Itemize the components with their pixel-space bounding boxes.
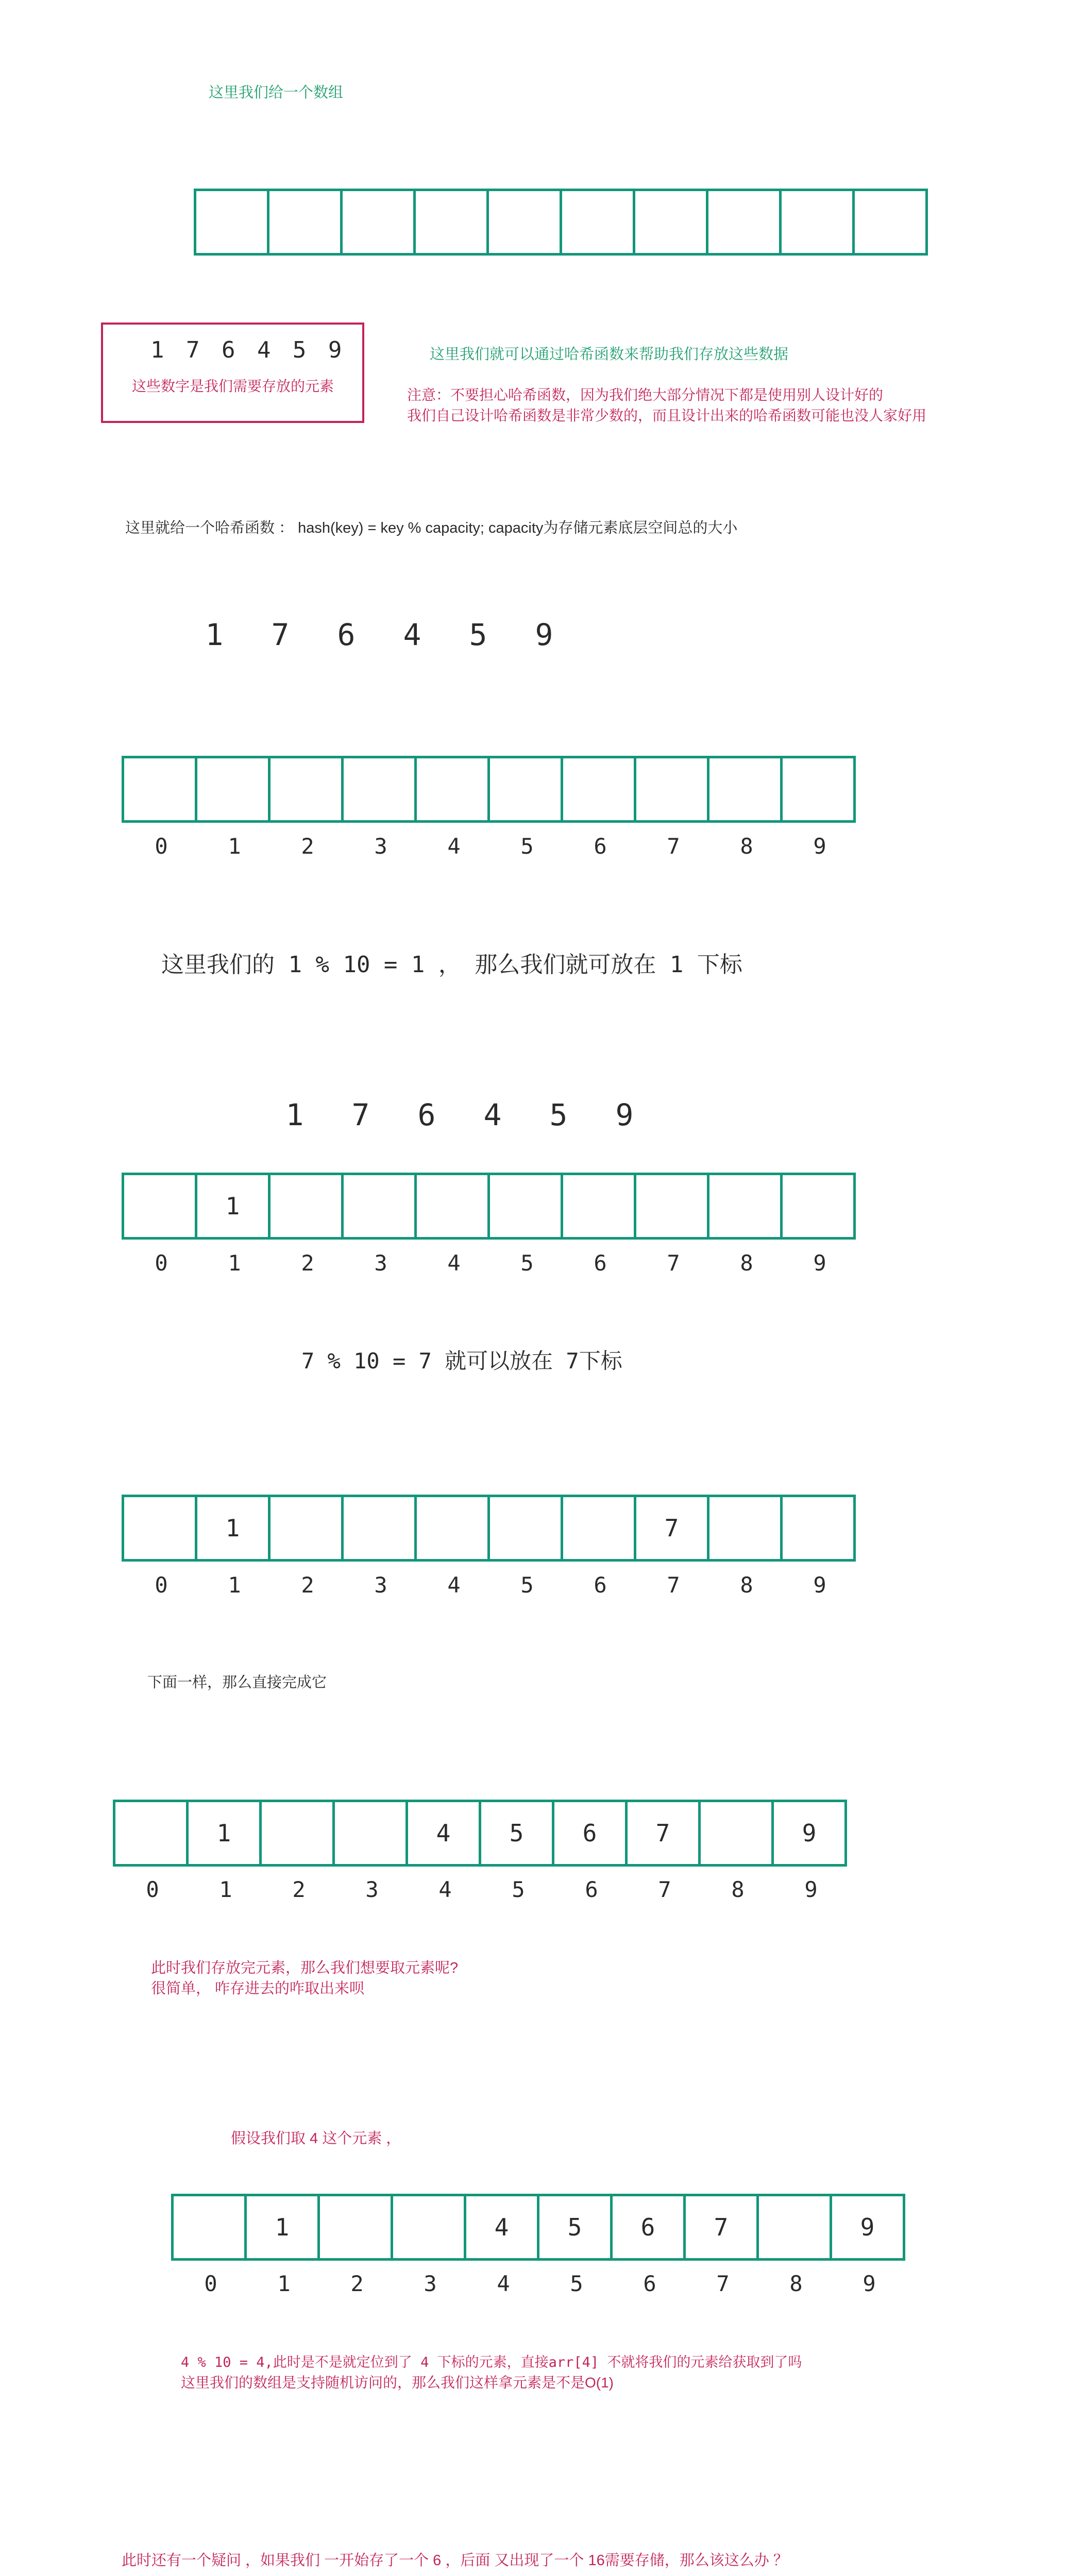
step-mod-7: 7 % 10 = 7 就可以放在 7下标: [301, 1348, 622, 1374]
array-cell: 1: [244, 2194, 320, 2261]
array-cell: [122, 756, 197, 823]
array-index-label: 6: [594, 834, 607, 859]
elements-box-numbers: 1 7 6 4 5 9: [150, 337, 346, 363]
array-cell: [414, 756, 490, 823]
array-index-label: 7: [658, 1877, 671, 1902]
elements-box-caption: 这些数字是我们需要存放的元素: [132, 378, 334, 394]
red-note-1: 注意：不要担心哈希函数，因为我们绝大部分情况下都是使用别人设计好的: [407, 387, 884, 403]
array-cell: 4: [464, 2194, 539, 2261]
array-cell: [780, 756, 856, 823]
array-cell: 4: [405, 1800, 481, 1867]
array-index-label: 4: [438, 1877, 452, 1902]
array-index-label: 4: [447, 834, 461, 859]
element-number: 7: [271, 617, 290, 652]
element-number: 9: [535, 617, 553, 652]
array-cell: [706, 189, 782, 256]
array-index-label: 2: [301, 1572, 314, 1598]
array-index-label: 3: [365, 1877, 379, 1902]
array-index-label: 8: [789, 2271, 803, 2296]
array-cell: [707, 1495, 783, 1562]
array-cell: 7: [625, 1800, 701, 1867]
array-index-label: 7: [667, 1572, 680, 1598]
index-row: [125, 1572, 856, 1598]
array-index-label: 3: [374, 1250, 387, 1276]
array-cell: 7: [634, 1495, 709, 1562]
array-after-7: [122, 1495, 853, 1562]
array-index-label: 9: [813, 834, 826, 859]
array-cell: [634, 1173, 709, 1240]
array-cell: [852, 189, 928, 256]
array-cell: 7: [683, 2194, 759, 2261]
array-empty: [122, 756, 853, 823]
array-index-label: 0: [155, 1572, 168, 1598]
array-cell: 6: [552, 1800, 628, 1867]
retrieve-example: 假设我们取 4 这个元素 ，: [231, 2130, 401, 2147]
array-cell: 5: [537, 2194, 613, 2261]
array-index-label: 6: [585, 1877, 598, 1902]
array-index-label: 5: [512, 1877, 525, 1902]
array-index-label: 7: [716, 2271, 730, 2296]
array-cell: [413, 189, 489, 256]
array-index-label: 5: [520, 834, 534, 859]
array-cell: [414, 1173, 490, 1240]
red-note-2: 我们自己设计哈希函数是非常少数的，而且设计出来的哈希函数可能也没人家好用: [407, 408, 927, 423]
array-cell: [341, 756, 417, 823]
array-index-label: 8: [740, 1250, 753, 1276]
retrieve-question: 此时我们存放完元素，那么我们想要取元素呢?: [151, 1960, 459, 1976]
array-cell: [756, 2194, 832, 2261]
array-index-label: 5: [520, 1572, 534, 1598]
array-index-label: 2: [350, 2271, 364, 2296]
array-cell: [317, 2194, 393, 2261]
array-index-label: 3: [374, 1572, 387, 1598]
array-cell: [171, 2194, 247, 2261]
array-cell: 6: [610, 2194, 686, 2261]
element-number: 5: [549, 1097, 568, 1132]
array-index-label: 4: [497, 2271, 510, 2296]
array-index-label: 7: [667, 1250, 680, 1276]
array-index-label: 1: [228, 1572, 241, 1598]
numbers-row: [262, 1097, 657, 1132]
array-index-label: 7: [667, 834, 680, 859]
array-index-label: 4: [447, 1572, 461, 1598]
array-cell: [391, 2194, 466, 2261]
step-complete: 下面一样，那么直接完成它: [147, 1674, 327, 1691]
array-index-label: 2: [301, 1250, 314, 1276]
array-after-1: [122, 1173, 853, 1240]
array-cell: [560, 189, 635, 256]
element-number: 1: [285, 1097, 304, 1132]
retrieve-answer: 很简单， 咋存进去的咋取出来呗: [151, 1980, 365, 1997]
array-cell: [268, 1495, 344, 1562]
array-cell: [414, 1495, 490, 1562]
array-cell: [332, 1800, 408, 1867]
array-index-label: 9: [804, 1877, 818, 1902]
green-note: 这里我们就可以通过哈希函数来帮助我们存放这些数据: [430, 346, 789, 363]
index-row: [174, 2271, 906, 2296]
array-cell: [268, 756, 344, 823]
element-number: 6: [417, 1097, 436, 1132]
array-cell: [122, 1495, 197, 1562]
array-cell: [486, 189, 562, 256]
array-cell: [780, 1495, 856, 1562]
element-number: 5: [469, 617, 487, 652]
array-cell: [194, 189, 269, 256]
array-cell: [113, 1800, 189, 1867]
array-index-label: 6: [594, 1572, 607, 1598]
element-number: 6: [337, 617, 356, 652]
index-row: [125, 834, 856, 859]
element-number: 4: [483, 1097, 502, 1132]
array-cell: [779, 189, 855, 256]
element-number: 9: [615, 1097, 634, 1132]
array-cell: [698, 1800, 774, 1867]
array-cell: [780, 1173, 856, 1240]
array-cell: [340, 189, 416, 256]
array-complete: [113, 1800, 844, 1867]
index-row: [116, 1877, 848, 1902]
index-row: [125, 1250, 856, 1276]
array-index-label: 0: [146, 1877, 159, 1902]
array-index-label: 9: [813, 1572, 826, 1598]
array-index-label: 2: [292, 1877, 306, 1902]
array-cell: [267, 189, 343, 256]
array-index-label: 8: [731, 1877, 745, 1902]
array-cell: 1: [195, 1173, 271, 1240]
array-cell: [707, 756, 783, 823]
array-index-label: 1: [228, 1250, 241, 1276]
random-access-note-1: 4 % 10 = 4,此时是不是就定位到了 4 下标的元素，直接arr[4] 不就将我们的元素给获取到了吗: [181, 2354, 802, 2370]
array-index-label: 3: [374, 834, 387, 859]
array-cell: [487, 1495, 563, 1562]
array-index-label: 4: [447, 1250, 461, 1276]
array-cell: 5: [479, 1800, 554, 1867]
array-index-label: 2: [301, 834, 314, 859]
array-retrieve: [171, 2194, 903, 2261]
array-index-label: 1: [277, 2271, 291, 2296]
array-index-label: 0: [204, 2271, 217, 2296]
hash-function-definition: 这里就给一个哈希函数 ： hash(key) = key % capacity; capacity为存储元素底层空间总的大小: [125, 520, 738, 536]
array-index-label: 5: [570, 2271, 583, 2296]
array-intro: [194, 189, 925, 256]
array-cell: [341, 1173, 417, 1240]
array-index-label: 1: [219, 1877, 232, 1902]
array-cell: [487, 1173, 563, 1240]
array-cell: [633, 189, 708, 256]
array-index-label: 9: [863, 2271, 876, 2296]
array-cell: 1: [195, 1495, 271, 1562]
array-index-label: 0: [155, 834, 168, 859]
array-cell: [487, 756, 563, 823]
array-index-label: 1: [228, 834, 241, 859]
numbers-row: [181, 617, 577, 652]
array-index-label: 0: [155, 1250, 168, 1276]
element-number: 7: [351, 1097, 370, 1132]
array-cell: [707, 1173, 783, 1240]
array-cell: [561, 1495, 636, 1562]
array-cell: 9: [830, 2194, 905, 2261]
array-index-label: 9: [813, 1250, 826, 1276]
array-cell: [341, 1495, 417, 1562]
array-index-label: 6: [594, 1250, 607, 1276]
element-number: 1: [205, 617, 224, 652]
array-cell: [122, 1173, 197, 1240]
array-cell: 9: [771, 1800, 847, 1867]
array-cell: [195, 756, 271, 823]
array-index-label: 8: [740, 834, 753, 859]
array-index-label: 8: [740, 1572, 753, 1598]
array-index-label: 6: [643, 2271, 656, 2296]
collision-question: 此时还有一个疑问 ，如果我们 一开始存了一个 6 ，后面 又出现了一个 16需要存储，那么该这么办 ？: [122, 2552, 788, 2569]
array-cell: 1: [186, 1800, 262, 1867]
intro-title: 这里我们给一个数组: [209, 84, 344, 101]
array-index-label: 5: [520, 1250, 534, 1276]
array-cell: [259, 1800, 335, 1867]
array-cell: [268, 1173, 344, 1240]
random-access-note-2: 这里我们的数组是支持随机访问的，那么我们这样拿元素是不是O(1): [181, 2375, 614, 2391]
step-mod-1: 这里我们的 1 % 10 = 1 ， 那么我们就可放在 1 下标: [161, 952, 742, 978]
array-index-label: 3: [424, 2271, 437, 2296]
element-number: 4: [403, 617, 421, 652]
array-cell: [561, 756, 636, 823]
array-cell: [634, 756, 709, 823]
array-cell: [561, 1173, 636, 1240]
